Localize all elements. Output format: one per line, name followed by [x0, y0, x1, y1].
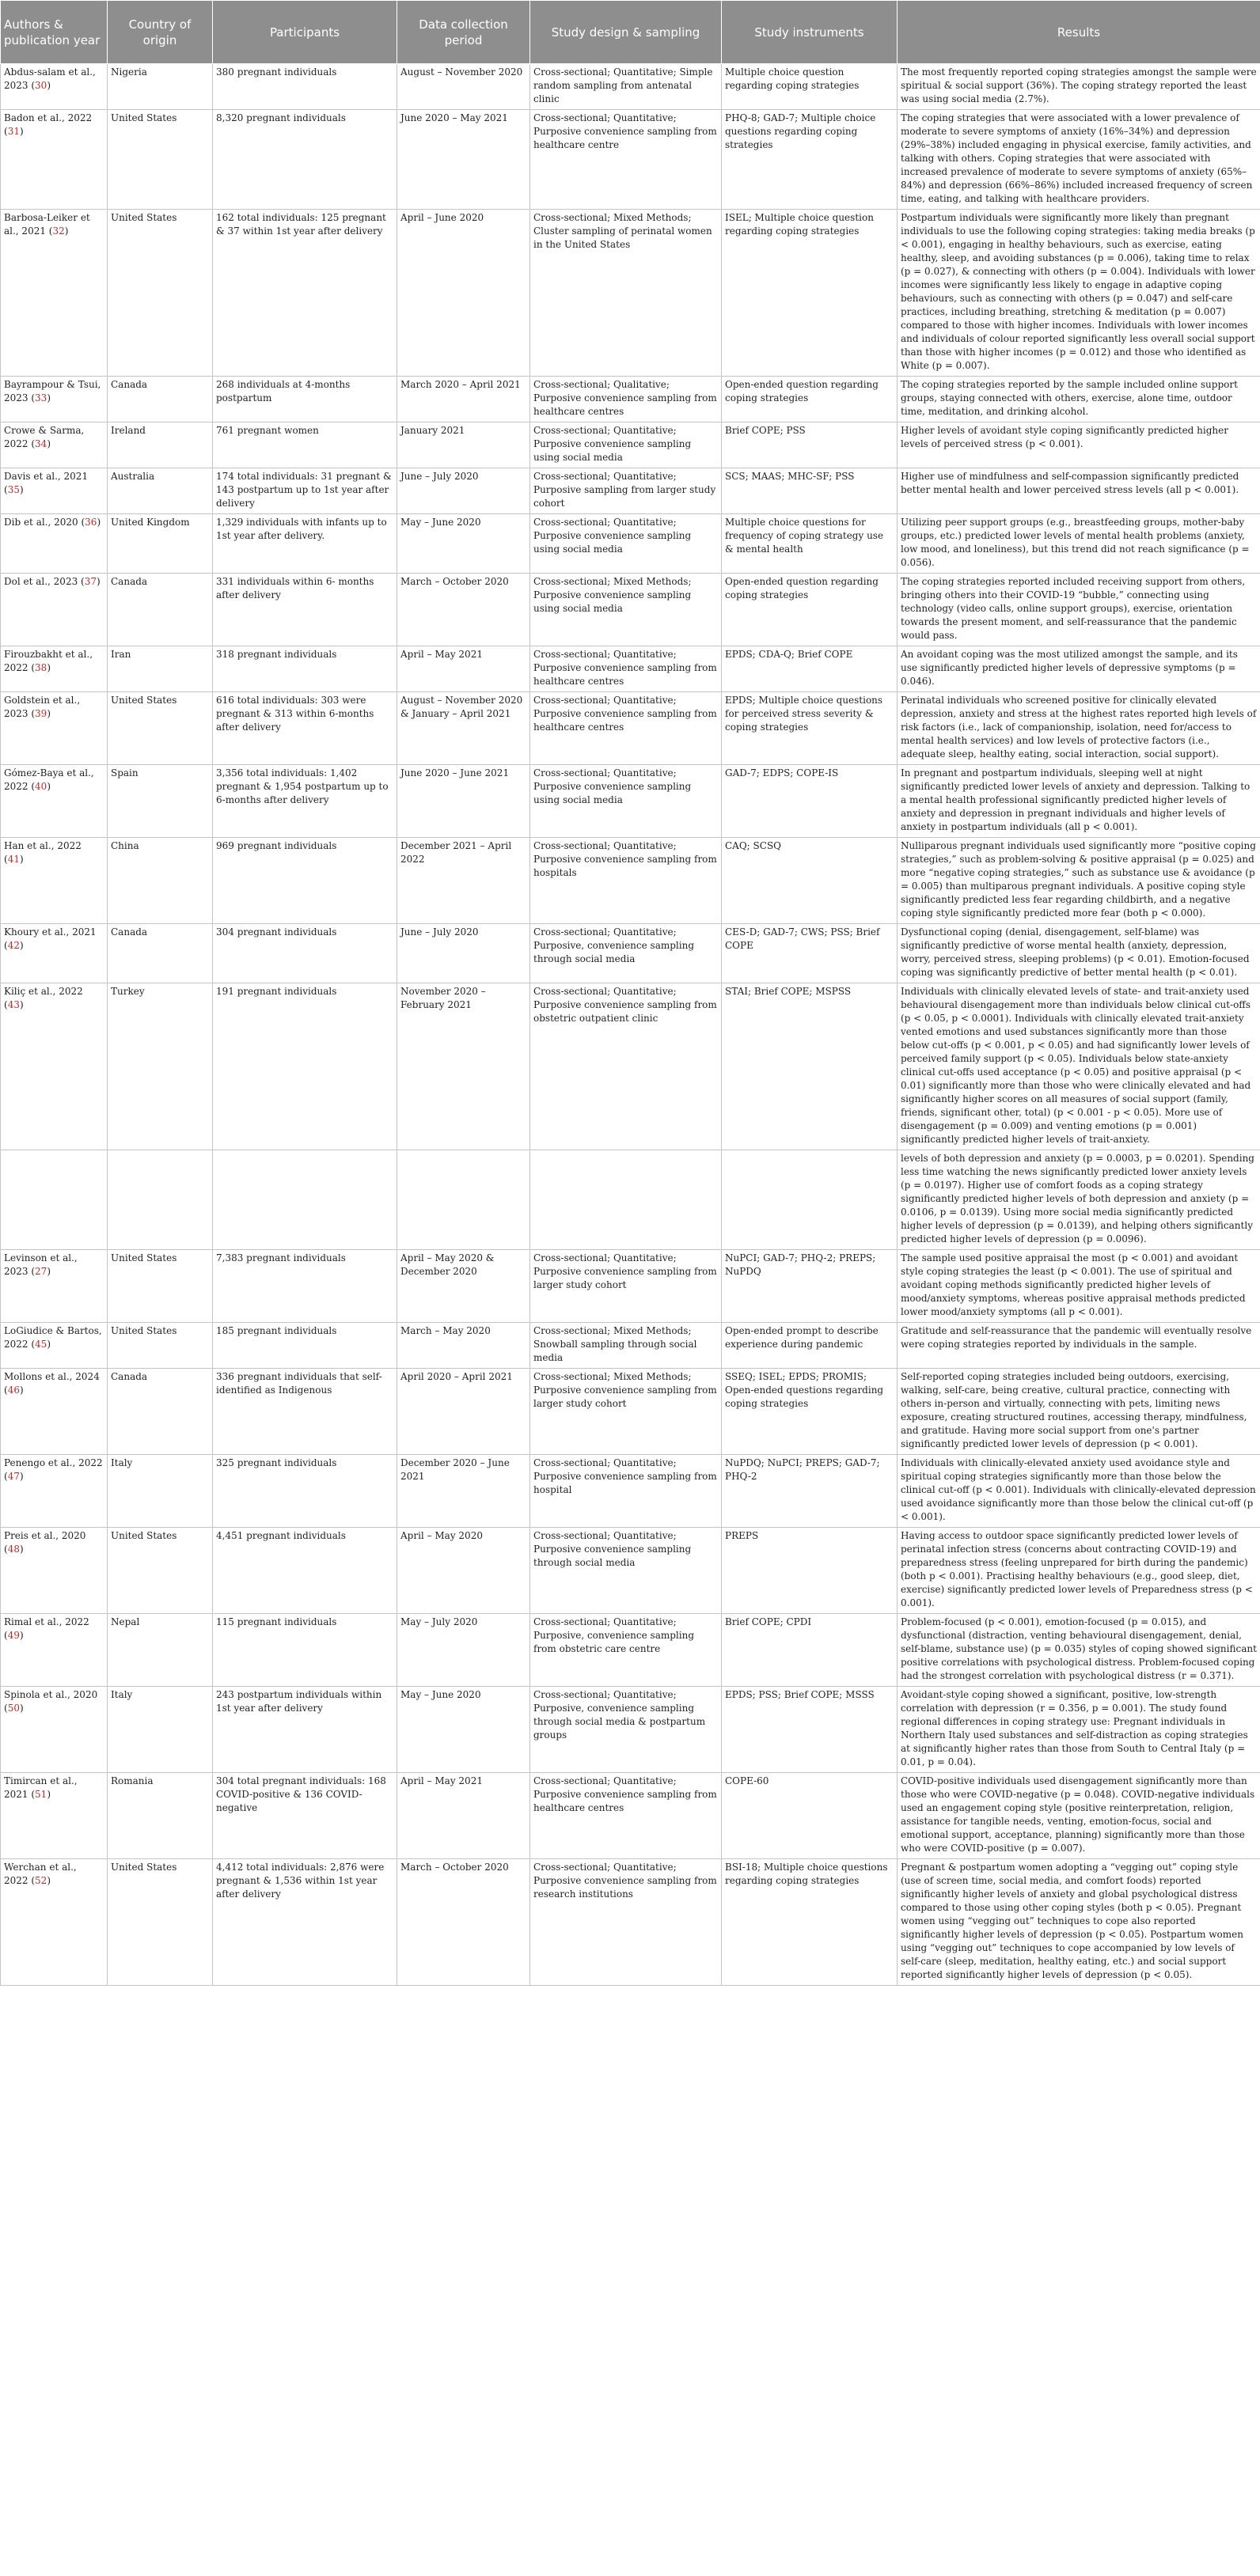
header-period: Data collection period: [397, 1, 530, 64]
instruments-cell: STAI; Brief COPE; MSPSS: [722, 983, 898, 1150]
table-row: [1, 1369, 1260, 1455]
table-row: [1, 1528, 1260, 1614]
author-cell: Han et al., 2022 (41): [1, 838, 108, 924]
instruments-cell: [722, 1150, 898, 1250]
reference-link[interactable]: 31: [7, 126, 20, 137]
table-row: [1, 468, 1260, 514]
participants-cell: 174 total individuals: 31 pregnant & 143 postpartum up to 1st year after delivery: [213, 468, 397, 514]
instruments-cell: Multiple choice questions for frequency of coping strategy use & mental health: [722, 514, 898, 574]
author-text: Preis et al., 2020: [4, 1530, 86, 1541]
participants-cell: 185 pregnant individuals: [213, 1323, 397, 1369]
table-row: [1, 64, 1260, 110]
results-cell: COVID-positive individuals used disengagement significantly more than those who were COVID-negative (p = 0.048). COVID-negative individuals used an engagement coping style (positive reinterpretation, religion, assistance for tangible needs, venting, emotion-focus, social and emotional support, acceptance, planning) significantly more than those who were COVID-positive (p = 0.007).: [898, 1773, 1260, 1859]
participants-cell: 4,451 pregnant individuals: [213, 1528, 397, 1614]
table-row: [1, 210, 1260, 377]
results-cell: Higher levels of avoidant style coping significantly predicted higher levels of perceived stress (p < 0.001).: [898, 422, 1260, 468]
table-row: [1, 1150, 1260, 1250]
results-cell: Avoidant-style coping showed a significant, positive, low-strength correlation with depression (r = 0.356, p = 0.001). The study found regional differences in coping strategy use: Pregnant individuals in Northern Italy used substances and self-distraction as coping strategies at significantly higher rates than those from South to Central Italy (p = 0.01, p = 0.04).: [898, 1687, 1260, 1773]
reference-link[interactable]: 34: [35, 438, 47, 449]
design-cell: Cross-sectional; Quantitative; Purposive convenience sampling using social media: [530, 765, 722, 838]
design-cell: Cross-sectional; Mixed Methods; Purposive convenience sampling from larger study cohort: [530, 1369, 722, 1455]
author-text: Han et al., 2022: [4, 840, 82, 851]
instruments-cell: Open-ended question regarding coping strategies: [722, 377, 898, 422]
author-cell: Firouzbakht et al., 2022 (38): [1, 646, 108, 692]
reference-link[interactable]: 35: [7, 484, 20, 495]
design-cell: Cross-sectional; Quantitative; Purposive, convenience sampling through social media: [530, 924, 722, 983]
author-text: Badon et al., 2022: [4, 112, 93, 123]
period-cell: June 2020 – June 2021: [397, 765, 530, 838]
author-text: Dib et al., 2020: [4, 517, 78, 528]
period-cell: May – July 2020: [397, 1614, 530, 1687]
country-cell: [108, 1150, 213, 1250]
period-cell: June – July 2020: [397, 468, 530, 514]
period-cell: April – May 2021: [397, 1773, 530, 1859]
instruments-cell: COPE-60: [722, 1773, 898, 1859]
period-cell: May – June 2020: [397, 1687, 530, 1773]
reference-link[interactable]: 32: [52, 225, 65, 237]
author-text: Firouzbakht et al., 2022: [4, 649, 93, 673]
country-cell: Romania: [108, 1773, 213, 1859]
author-cell: Goldstein et al., 2023 (39): [1, 692, 108, 765]
results-cell: Perinatal individuals who screened positive for clinically elevated depression, anxiety and stress at the highest rates reported high levels of risk factors (i.e., lack of companionship, isolation, need for/access to mental health services) and low levels of protective factors (i.e., adequate sleep, healthy eating, social interaction, social support).: [898, 692, 1260, 765]
participants-cell: 243 postpartum individuals within 1st year after delivery: [213, 1687, 397, 1773]
results-cell: An avoidant coping was the most utilized amongst the sample, and its use significantly predicted higher levels of depressive symptoms (p = 0.046).: [898, 646, 1260, 692]
author-text: Rimal et al., 2022: [4, 1616, 89, 1627]
country-cell: Iran: [108, 646, 213, 692]
country-cell: United States: [108, 1323, 213, 1369]
participants-cell: 3,356 total individuals: 1,402 pregnant & 1,954 postpartum up to 6-months after delivery: [213, 765, 397, 838]
design-cell: Cross-sectional; Quantitative; Purposive, convenience sampling from obstetric care centre: [530, 1614, 722, 1687]
author-cell: Davis et al., 2021 (35): [1, 468, 108, 514]
results-cell: Self-reported coping strategies included being outdoors, exercising, walking, self-care, being creative, cultural practice, connecting with others in-person and virtually, connecting with pets, limiting news exposure, creating structured routines, accessing therapy, mindfulness, and gratitude. Having more social support from one's partner significantly predicted lower levels of depression (p < 0.001).: [898, 1369, 1260, 1455]
author-cell: Preis et al., 2020 (48): [1, 1528, 108, 1614]
author-cell: Werchan et al., 2022 (52): [1, 1859, 108, 1986]
period-cell: March – October 2020: [397, 574, 530, 646]
instruments-cell: EPDS; PSS; Brief COPE; MSSS: [722, 1687, 898, 1773]
period-cell: March – October 2020: [397, 1859, 530, 1986]
instruments-cell: Open-ended question regarding coping strategies: [722, 574, 898, 646]
design-cell: Cross-sectional; Quantitative; Purposive convenience sampling from healthcare centres: [530, 692, 722, 765]
country-cell: Canada: [108, 1369, 213, 1455]
author-text: Bayrampour & Tsui, 2023: [4, 379, 101, 403]
design-cell: Cross-sectional; Qualitative; Purposive convenience sampling from healthcare centres: [530, 377, 722, 422]
participants-cell: 336 pregnant individuals that self-identified as Indigenous: [213, 1369, 397, 1455]
reference-link[interactable]: 38: [35, 662, 47, 673]
participants-cell: 191 pregnant individuals: [213, 983, 397, 1150]
table-row: [1, 1859, 1260, 1986]
author-text: Kiliç et al., 2022: [4, 986, 83, 997]
header-country: Country of origin: [108, 1, 213, 64]
country-cell: United States: [108, 1250, 213, 1323]
results-cell: Nulliparous pregnant individuals used significantly more “positive coping strategies,” such as problem-solving & positive appraisal (p = 0.025) and more “negative coping strategies,” such as substance use & avoidance (p = 0.005) than multiparous pregnant individuals. A positive coping style significantly predicted less fear regarding childbirth, and a negative coping style significantly predicted more fear (both p < 0.000).: [898, 838, 1260, 924]
header-authors: Authors & publication year: [1, 1, 108, 64]
author-text: Goldstein et al., 2023: [4, 695, 81, 719]
design-cell: Cross-sectional; Quantitative; Purposive convenience sampling using social media: [530, 514, 722, 574]
instruments-cell: Brief COPE; PSS: [722, 422, 898, 468]
instruments-cell: SCS; MAAS; MHC-SF; PSS: [722, 468, 898, 514]
participants-cell: 7,383 pregnant individuals: [213, 1250, 397, 1323]
reference-link[interactable]: 45: [35, 1339, 47, 1350]
header-participants: Participants: [213, 1, 397, 64]
reference-link[interactable]: 52: [35, 1875, 47, 1886]
reference-link[interactable]: 40: [35, 781, 47, 792]
reference-link[interactable]: 39: [35, 708, 47, 719]
country-cell: Canada: [108, 377, 213, 422]
author-text: Khoury et al., 2021: [4, 926, 97, 938]
table-body: [1, 64, 1260, 1986]
author-cell: Mollons et al., 2024 (46): [1, 1369, 108, 1455]
reference-link[interactable]: 30: [35, 80, 47, 91]
author-text: Mollons et al., 2024: [4, 1371, 100, 1382]
author-text: Davis et al., 2021: [4, 471, 89, 482]
country-cell: Canada: [108, 574, 213, 646]
participants-cell: 318 pregnant individuals: [213, 646, 397, 692]
table-row: [1, 377, 1260, 422]
author-cell: Abdus-salam et al., 2023 (30): [1, 64, 108, 110]
author-cell: Dib et al., 2020 (36): [1, 514, 108, 574]
country-cell: United States: [108, 1859, 213, 1986]
instruments-cell: SSEQ; ISEL; EPDS; PROMIS; Open-ended questions regarding coping strategies: [722, 1369, 898, 1455]
country-cell: Spain: [108, 765, 213, 838]
reference-link[interactable]: 51: [35, 1789, 47, 1800]
period-cell: August – November 2020: [397, 64, 530, 110]
design-cell: Cross-sectional; Quantitative; Purposive convenience sampling from larger study cohort: [530, 1250, 722, 1323]
results-cell: In pregnant and postpartum individuals, sleeping well at night significantly predicted lower levels of anxiety and depression. Talking to a mental health professional significantly predicted higher levels of anxiety and depression in pregnant individuals and higher levels of anxiety in postpartum individuals (all p < 0.001).: [898, 765, 1260, 838]
author-cell: Gómez-Baya et al., 2022 (40): [1, 765, 108, 838]
table-row: [1, 1250, 1260, 1323]
table-row: [1, 1614, 1260, 1687]
period-cell: August – November 2020 & January – April 2021: [397, 692, 530, 765]
reference-link[interactable]: 50: [7, 1703, 20, 1714]
author-cell: Levinson et al., 2023 (27): [1, 1250, 108, 1323]
reference-link[interactable]: 48: [7, 1544, 20, 1555]
period-cell: April – June 2020: [397, 210, 530, 377]
instruments-cell: Open-ended prompt to describe experience during pandemic: [722, 1323, 898, 1369]
instruments-cell: EPDS; CDA-Q; Brief COPE: [722, 646, 898, 692]
design-cell: Cross-sectional; Quantitative; Purposive convenience sampling from healthcare centres: [530, 646, 722, 692]
country-cell: United States: [108, 1528, 213, 1614]
results-cell: levels of both depression and anxiety (p = 0.0003, p = 0.0201). Spending less time watching the news significantly predicted lower anxiety levels (p = 0.0197). Higher use of comfort foods as a coping strategy significantly predicted higher levels of both depression and anxiety (p = 0.0106, p = 0.0139). Using more social media significantly predicted higher levels of depression (p = 0.0139), and helping others significantly predicted higher levels of depression (p = 0.0096).: [898, 1150, 1260, 1250]
participants-cell: [213, 1150, 397, 1250]
results-cell: Postpartum individuals were significantly more likely than pregnant individuals to use the following coping strategies: taking media breaks (p < 0.001), engaging in healthy behaviours, such as exercise, eating healthy, sleep, and avoiding substances (p = 0.006), taking time to relax (p = 0.027), & connecting with others (p = 0.004). Individuals with lower incomes were significantly less likely to engage in adaptive coping behaviours, such as connecting with others (p = 0.047) and self-care practices, including breathing, stretching & meditation (p = 0.007) compared to those with higher incomes. Individuals with lower incomes and individuals of colour reported significantly less overall social support than those with higher incomes (p = 0.012) and those who identified as White (p = 0.007).: [898, 210, 1260, 377]
country-cell: China: [108, 838, 213, 924]
participants-cell: 1,329 individuals with infants up to 1st year after delivery.: [213, 514, 397, 574]
period-cell: June – July 2020: [397, 924, 530, 983]
country-cell: United States: [108, 210, 213, 377]
period-cell: April – May 2020 & December 2020: [397, 1250, 530, 1323]
design-cell: Cross-sectional; Quantitative; Purposive convenience sampling from hospitals: [530, 838, 722, 924]
participants-cell: 4,412 total individuals: 2,876 were pregnant & 1,536 within 1st year after delivery: [213, 1859, 397, 1986]
author-text: Spinola et al., 2020: [4, 1689, 98, 1700]
table-row: [1, 692, 1260, 765]
participants-cell: 8,320 pregnant individuals: [213, 110, 397, 210]
author-cell: Bayrampour & Tsui, 2023 (33): [1, 377, 108, 422]
results-cell: The coping strategies reported by the sample included online support groups, staying connected with others, exercise, alone time, outdoor time, meditation, and drinking alcohol.: [898, 377, 1260, 422]
author-cell: Penengo et al., 2022 (47): [1, 1455, 108, 1528]
author-cell: LoGiudice & Bartos, 2022 (45): [1, 1323, 108, 1369]
table-row: [1, 110, 1260, 210]
design-cell: Cross-sectional; Quantitative; Purposive sampling from larger study cohort: [530, 468, 722, 514]
participants-cell: 304 pregnant individuals: [213, 924, 397, 983]
author-cell: Spinola et al., 2020 (50): [1, 1687, 108, 1773]
table-row: [1, 1687, 1260, 1773]
period-cell: April – May 2020: [397, 1528, 530, 1614]
period-cell: May – June 2020: [397, 514, 530, 574]
author-cell: Dol et al., 2023 (37): [1, 574, 108, 646]
design-cell: Cross-sectional; Quantitative; Purposive convenience sampling from healthcare centres: [530, 1773, 722, 1859]
header-results: Results: [898, 1, 1260, 64]
table-row: [1, 422, 1260, 468]
author-cell: Barbosa-Leiker et al., 2021 (32): [1, 210, 108, 377]
results-cell: Pregnant & postpartum women adopting a “vegging out” coping style (use of screen time, social media, and comfort foods) reported significantly higher levels of anxiety and global psychological distress compared to those using other coping styles (both p < 0.05). Pregnant women using “vegging out” techniques to cope also reported significantly higher levels of depression (p < 0.05). Postpartum women using “vegging out” techniques to cope accompanied by low levels of self-care (sleep, meditation, healthy eating, etc.) and social support reported significantly higher levels of depression (p < 0.05).: [898, 1859, 1260, 1986]
design-cell: Cross-sectional; Quantitative; Simple random sampling from antenatal clinic: [530, 64, 722, 110]
author-cell: Timircan et al., 2021 (51): [1, 1773, 108, 1859]
author-cell: Badon et al., 2022 (31): [1, 110, 108, 210]
country-cell: Nigeria: [108, 64, 213, 110]
design-cell: Cross-sectional; Mixed Methods; Purposive convenience sampling using social media: [530, 574, 722, 646]
table-row: [1, 765, 1260, 838]
results-cell: Utilizing peer support groups (e.g., breastfeeding groups, mother-baby groups, etc.) predicted lower levels of mental health problems (anxiety, low mood, and loneliness), but this trend did not reach significance (p = 0.056).: [898, 514, 1260, 574]
instruments-cell: CES-D; GAD-7; CWS; PSS; Brief COPE: [722, 924, 898, 983]
results-cell: The coping strategies that were associated with a lower prevalence of moderate to severe symptoms of anxiety (16%–34%) and depression (29%–38%) included engaging in physical exercise, family activities, and talking with others. Coping strategies that were associated with increased prevalence of moderate to severe symptoms of anxiety (65%–84%) and depression (66%–86%) included increased frequency of screen time, eating, and talking with healthcare providers.: [898, 110, 1260, 210]
reference-link[interactable]: 27: [35, 1266, 47, 1277]
table-row: [1, 1773, 1260, 1859]
table-row: [1, 1323, 1260, 1369]
author-text: Crowe & Sarma, 2022: [4, 425, 85, 449]
results-cell: Individuals with clinically-elevated anxiety used avoidance style and spiritual coping strategies significantly more than those below the clinical cut-off (p < 0.001). Individuals with clinically-elevated depression used avoidance significantly more than those below the clinical cut-off (p < 0.001).: [898, 1455, 1260, 1528]
results-cell: Gratitude and self-reassurance that the pandemic will eventually resolve were coping strategies reported by individuals in the sample.: [898, 1323, 1260, 1369]
design-cell: [530, 1150, 722, 1250]
table-row: [1, 514, 1260, 574]
design-cell: Cross-sectional; Mixed Methods; Cluster sampling of perinatal women in the United States: [530, 210, 722, 377]
header-design: Study design & sampling: [530, 1, 722, 64]
period-cell: April – May 2021: [397, 646, 530, 692]
country-cell: United Kingdom: [108, 514, 213, 574]
results-cell: Problem-focused (p < 0.001), emotion-focused (p = 0.015), and dysfunctional (distraction, venting behavioural disengagement, denial, self-blame, substance use) (p = 0.035) styles of coping showed significant positive correlations with psychological distress. Problem-focused coping had the strongest correlation with psychological distress (r = 0.371).: [898, 1614, 1260, 1687]
design-cell: Cross-sectional; Quantitative; Purposive convenience sampling from research institutions: [530, 1859, 722, 1986]
participants-cell: 115 pregnant individuals: [213, 1614, 397, 1687]
author-text: Barbosa-Leiker et al., 2021: [4, 212, 90, 237]
results-cell: Dysfunctional coping (denial, disengagement, self-blame) was significantly predictive of worse mental health (anxiety, depression, worry, perceived stress, sleeping problems) (p < 0.01). Emotion-focused coping was significantly predictive of better mental health (p < 0.01).: [898, 924, 1260, 983]
period-cell: January 2021: [397, 422, 530, 468]
table-row: [1, 1455, 1260, 1528]
instruments-cell: EPDS; Multiple choice questions for perceived stress severity & coping strategies: [722, 692, 898, 765]
design-cell: Cross-sectional; Quantitative; Purposive, convenience sampling through social media & postpartum groups: [530, 1687, 722, 1773]
table-row: [1, 574, 1260, 646]
period-cell: March 2020 – April 2021: [397, 377, 530, 422]
instruments-cell: CAQ; SCSQ: [722, 838, 898, 924]
results-cell: Individuals with clinically elevated levels of state- and trait-anxiety used behavioural disengagement more than individuals below clinical cut-offs (p < 0.05, p < 0.0001). Individuals with clinically elevated trait-anxiety vented emotions and used substances significantly more than those below cut-offs (p < 0.001, p < 0.05) and had significantly lower levels of perceived family support (p < 0.05). Individuals below state-anxiety clinical cut-offs used acceptance (p < 0.05) and positive appraisal (p < 0.01) significantly more than those who were clinically elevated and had significantly higher scores on all measures of social support (family, friends, significant other, total) (p < 0.001 - p < 0.05). More use of disengagement (p = 0.009) and venting emotions (p = 0.001) significantly predicted higher levels of trait-anxiety.: [898, 983, 1260, 1150]
country-cell: United States: [108, 692, 213, 765]
reference-link[interactable]: 43: [7, 999, 20, 1010]
period-cell: November 2020 – February 2021: [397, 983, 530, 1150]
reference-link[interactable]: 49: [7, 1630, 20, 1641]
participants-cell: 969 pregnant individuals: [213, 838, 397, 924]
author-text: Levinson et al., 2023: [4, 1252, 78, 1277]
country-cell: Turkey: [108, 983, 213, 1150]
country-cell: Canada: [108, 924, 213, 983]
reference-link[interactable]: 47: [7, 1471, 20, 1482]
instruments-cell: NuPCI; GAD-7; PHQ-2; PREPS; NuPDQ: [722, 1250, 898, 1323]
table-row: [1, 646, 1260, 692]
design-cell: Cross-sectional; Quantitative; Purposive convenience sampling from hospital: [530, 1455, 722, 1528]
instruments-cell: PREPS: [722, 1528, 898, 1614]
instruments-cell: BSI-18; Multiple choice questions regarding coping strategies: [722, 1859, 898, 1986]
table-row: [1, 983, 1260, 1150]
instruments-cell: Brief COPE; CPDI: [722, 1614, 898, 1687]
country-cell: Italy: [108, 1455, 213, 1528]
author-text: Werchan et al., 2022: [4, 1862, 77, 1886]
period-cell: June 2020 – May 2021: [397, 110, 530, 210]
instruments-cell: GAD-7; EDPS; COPE-IS: [722, 765, 898, 838]
country-cell: Australia: [108, 468, 213, 514]
reference-link[interactable]: 42: [7, 940, 20, 951]
results-cell: The sample used positive appraisal the most (p < 0.001) and avoidant style coping strategies the least (p < 0.001). The use of spiritual and avoidant coping methods significantly predicted higher levels of mood/anxiety symptoms, whereas positive appraisal methods predicted lower mood/anxiety symptoms (all p < 0.001).: [898, 1250, 1260, 1323]
author-text: LoGiudice & Bartos, 2022: [4, 1325, 102, 1350]
design-cell: Cross-sectional; Mixed Methods; Snowball sampling through social media: [530, 1323, 722, 1369]
period-cell: December 2021 – April 2022: [397, 838, 530, 924]
country-cell: United States: [108, 110, 213, 210]
design-cell: Cross-sectional; Quantitative; Purposive convenience sampling through social media: [530, 1528, 722, 1614]
header-row: [1, 1, 1260, 64]
design-cell: Cross-sectional; Quantitative; Purposive convenience sampling from obstetric outpatient clinic: [530, 983, 722, 1150]
participants-cell: 268 individuals at 4-months postpartum: [213, 377, 397, 422]
author-cell: Khoury et al., 2021 (42): [1, 924, 108, 983]
reference-link[interactable]: 46: [7, 1385, 20, 1396]
results-cell: The most frequently reported coping strategies amongst the sample were spiritual & social support (36%). The coping strategy reported the least was using social media (2.7%).: [898, 64, 1260, 110]
author-text: Abdus-salam et al., 2023: [4, 66, 96, 91]
country-cell: Nepal: [108, 1614, 213, 1687]
header-instruments: Study instruments: [722, 1, 898, 64]
country-cell: Italy: [108, 1687, 213, 1773]
results-cell: Higher use of mindfulness and self-compassion significantly predicted better mental health and lower perceived stress levels (all p < 0.001).: [898, 468, 1260, 514]
reference-link[interactable]: 41: [7, 854, 20, 865]
author-text: Timircan et al., 2021: [4, 1775, 78, 1800]
participants-cell: 380 pregnant individuals: [213, 64, 397, 110]
period-cell: March – May 2020: [397, 1323, 530, 1369]
reference-link[interactable]: 36: [85, 517, 97, 528]
author-cell: Crowe & Sarma, 2022 (34): [1, 422, 108, 468]
author-cell: [1, 1150, 108, 1250]
instruments-cell: NuPDQ; NuPCI; PREPS; GAD-7; PHQ-2: [722, 1455, 898, 1528]
table-row: [1, 838, 1260, 924]
instruments-cell: PHQ-8; GAD-7; Multiple choice questions regarding coping strategies: [722, 110, 898, 210]
participants-cell: 616 total individuals: 303 were pregnant & 313 within 6-months after delivery: [213, 692, 397, 765]
participants-cell: 304 total pregnant individuals: 168 COVID-positive & 136 COVID-negative: [213, 1773, 397, 1859]
design-cell: Cross-sectional; Quantitative; Purposive convenience sampling from healthcare centre: [530, 110, 722, 210]
author-cell: Rimal et al., 2022 (49): [1, 1614, 108, 1687]
instruments-cell: ISEL; Multiple choice question regarding coping strategies: [722, 210, 898, 377]
reference-link[interactable]: 33: [35, 392, 47, 403]
table-row: [1, 924, 1260, 983]
author-text: Dol et al., 2023: [4, 576, 78, 587]
results-cell: The coping strategies reported included receiving support from others, bringing others into their COVID-19 “bubble,” connecting using technology (video calls, online support groups), exercise, orientation towards the present moment, and self-reassurance that the pandemic would pass.: [898, 574, 1260, 646]
period-cell: December 2020 – June 2021: [397, 1455, 530, 1528]
design-cell: Cross-sectional; Quantitative; Purposive convenience sampling using social media: [530, 422, 722, 468]
participants-cell: 325 pregnant individuals: [213, 1455, 397, 1528]
author-text: Penengo et al., 2022: [4, 1457, 103, 1468]
period-cell: April 2020 – April 2021: [397, 1369, 530, 1455]
author-cell: Kiliç et al., 2022 (43): [1, 983, 108, 1150]
participants-cell: 761 pregnant women: [213, 422, 397, 468]
reference-link[interactable]: 37: [84, 576, 97, 587]
results-cell: Having access to outdoor space significantly predicted lower levels of perinatal infection stress (concerns about contracting COVID-19) and preparedness stress (feeling unprepared for birth during the pandemic) (both p < 0.001). Practising healthy behaviours (e.g., good sleep, diet, exercise) significantly predicted lower levels of Preparedness stress (p < 0.001).: [898, 1528, 1260, 1614]
instruments-cell: Multiple choice question regarding coping strategies: [722, 64, 898, 110]
country-cell: Ireland: [108, 422, 213, 468]
period-cell: [397, 1150, 530, 1250]
author-text: Gómez-Baya et al., 2022: [4, 767, 94, 792]
participants-cell: 331 individuals within 6- months after delivery: [213, 574, 397, 646]
participants-cell: 162 total individuals: 125 pregnant & 37 within 1st year after delivery: [213, 210, 397, 377]
